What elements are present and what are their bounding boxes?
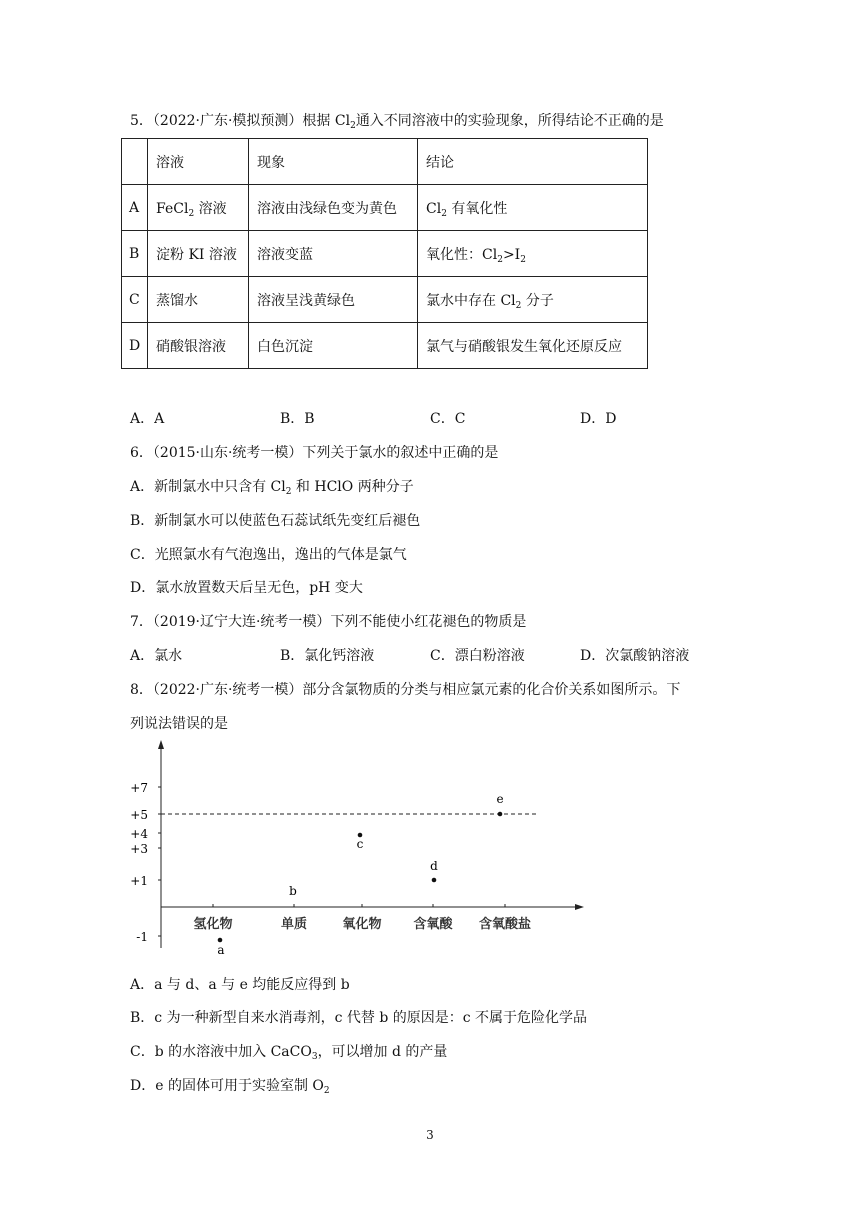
q8-option-a[interactable]: A．a 与 d、a 与 e 均能反应得到 b [130, 977, 350, 993]
q5-table [121, 138, 648, 369]
row-conclusion: 氯水中存在 $Cl_2$ 分子 [418, 277, 648, 323]
q8-stem-line1: 8．（2022·广东·统考一模）部分含氯物质的分类与相应氯元素的化合价关系如图所示。下 [130, 682, 681, 698]
valence-chart [120, 740, 600, 970]
x-category-label: 含氧酸 [413, 917, 453, 932]
table-header-cell: 现象 [249, 139, 418, 185]
table-row [122, 277, 648, 323]
table-row [122, 231, 648, 277]
table-header-row [122, 139, 648, 185]
y-tick-label: +7 [130, 781, 148, 795]
q8-option-b[interactable]: B．c 为一种新型自来水消毒剂，c 代替 b 的原因是：c 不属于危险化学品 [130, 1010, 588, 1026]
q8-option-c[interactable]: C．b 的水溶液中加入 CaCO$_3$，可以增加 d 的产量 [130, 1044, 448, 1062]
x-category-label: 氧化物 [342, 917, 382, 932]
x-category-label: 氢化物 [193, 917, 233, 932]
x-axis-arrow [575, 904, 584, 910]
q6-option-c[interactable]: C．光照氯水有气泡逸出，逸出的气体是氯气 [130, 547, 407, 563]
row-letter: D [122, 323, 148, 369]
table-header-cell: 溶液 [148, 139, 249, 185]
data-point [498, 812, 503, 817]
x-category-label: 单质 [280, 917, 308, 932]
q5-option-a[interactable]: A．A [130, 411, 165, 427]
x-category-label: 含氧酸盐 [478, 917, 532, 932]
y-tick-label: +4 [130, 827, 148, 841]
y-tick-label: +1 [130, 874, 148, 888]
q7-option-d[interactable]: D．次氯酸钠溶液 [580, 648, 690, 664]
point-label: b [289, 884, 297, 898]
q5-stem: 5．（2022·广东·模拟预测）根据 $Cl_2$通入不同溶液中的实验现象，所得结论不正确的是 [130, 113, 664, 131]
point-label: c [356, 837, 364, 851]
q6-option-b[interactable]: B．新制氯水可以使蓝色石蕊试纸先变红后褪色 [130, 513, 421, 529]
q5-option-d[interactable]: D．D [580, 411, 617, 427]
y-tick-label: +3 [130, 842, 148, 856]
row-letter: C [122, 277, 148, 323]
row-solution: 硝酸银溶液 [148, 323, 249, 369]
row-conclusion: 氧化性：$Cl_2>I_2$ [418, 231, 648, 277]
point-label: d [430, 859, 438, 873]
q7-option-a[interactable]: A．氯水 [130, 648, 183, 664]
q7-stem: 7．（2019·辽宁大连·统考一模）下列不能使小红花褪色的物质是 [130, 614, 527, 630]
row-solution: 淀粉 KI 溶液 [148, 231, 249, 277]
row-solution: FeCl$_2$ 溶液 [148, 185, 249, 231]
q6-option-a[interactable]: A．新制氯水中只含有 $Cl_2$ 和 HClO 两种分子 [130, 479, 414, 497]
y-axis-arrow [158, 740, 164, 749]
row-letter: B [122, 231, 148, 277]
row-phenomenon: 白色沉淀 [249, 323, 418, 369]
row-solution: 蒸馏水 [148, 277, 249, 323]
row-conclusion: 氯气与硝酸银发生氧化还原反应 [418, 323, 648, 369]
point-label: e [496, 792, 504, 806]
q7-option-c[interactable]: C．漂白粉溶液 [430, 648, 525, 664]
q7-option-b[interactable]: B．氯化钙溶液 [280, 648, 375, 664]
row-phenomenon: 溶液由浅绿色变为黄色 [249, 185, 418, 231]
data-point [432, 878, 437, 883]
row-phenomenon: 溶液呈浅黄绿色 [249, 277, 418, 323]
q5-option-b[interactable]: B．B [280, 411, 315, 427]
table-row [122, 185, 648, 231]
q8-stem-line2: 列说法错误的是 [130, 716, 228, 732]
table-header-cell [122, 139, 148, 185]
table-row [122, 323, 648, 369]
y-tick-label: -1 [136, 930, 148, 944]
q5-option-c[interactable]: C．C [430, 411, 466, 427]
y-tick-label: +5 [130, 808, 148, 822]
page-number: 3 [426, 1128, 434, 1142]
row-conclusion: $Cl_2$ 有氧化性 [418, 185, 648, 231]
row-phenomenon: 溶液变蓝 [249, 231, 418, 277]
row-letter: A [122, 185, 148, 231]
q8-option-d[interactable]: D．e 的固体可用于实验室制 $O_2$ [130, 1078, 330, 1096]
q6-stem: 6．（2015·山东·统考一模）下列关于氯水的叙述中正确的是 [130, 445, 499, 461]
data-point [218, 938, 223, 943]
q6-option-d[interactable]: D．氯水放置数天后呈无色，pH 变大 [130, 580, 363, 596]
point-label: a [217, 943, 225, 957]
table-header-cell: 结论 [418, 139, 648, 185]
